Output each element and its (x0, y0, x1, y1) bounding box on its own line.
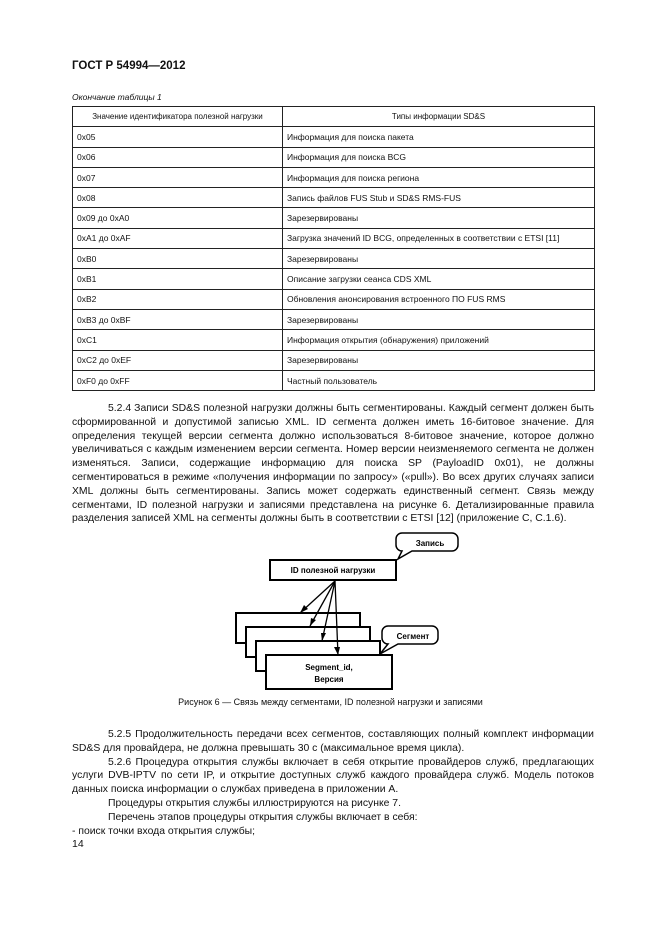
info-type-cell: Зарезервированы (283, 350, 595, 370)
paragraph-5-2-4 (72, 402, 594, 526)
table-row (73, 350, 595, 370)
figure-6-diagram (220, 525, 480, 695)
payload-id-cell: 0x07 (73, 167, 283, 187)
payload-id-cell: 0x09 до 0xA0 (73, 208, 283, 228)
page-number: 14 (72, 838, 84, 850)
payload-id-cell: 0x06 (73, 147, 283, 167)
table-row (73, 188, 595, 208)
table-header-row (73, 107, 595, 127)
info-type-cell: Частный пользователь (283, 370, 595, 390)
segment-label: Сегмент (396, 632, 430, 641)
table-row (73, 147, 595, 167)
table-row (73, 208, 595, 228)
column-header: Типы информации SD&S (283, 107, 595, 127)
paragraph-text: 5.2.4 Записи SD&S полезной нагрузки должны быть сегментированы. Каждый сегмент должен быть сформированной и допустимой записью XML. ID сегмента должен иметь 16-битовое значение. Для определения текущей версии сегмента должно использоваться 8-битовое значение, которое должно увеличиваться с каждым изменением версии сегмента. Номер версии неизменяемого сегмента не должен изменяться. Записи, содержащие информацию для поиска SP (PayloadID 0x01), не должны сегментироваться в режиме «получения информации по запросу» («pull»). Во всех других случаях записи XML должны быть сегментированы. Запись может содержать единственный сегмент. Связь между сегментами, ID полезной нагрузки и записями представлена на рисунке 6. Детализированные правила разделения записей XML на сегменты должны быть в соответствии с ETSI [12] (приложение С, С.1.6). (72, 403, 594, 525)
column-header: Значение идентификатора полезной нагрузки (73, 107, 283, 127)
table-row (73, 309, 595, 329)
payload-id-cell: 0x08 (73, 188, 283, 208)
payload-id-cell: 0xB0 (73, 249, 283, 269)
table-row (73, 249, 595, 269)
table-row (73, 269, 595, 289)
paragraph-procedures: Процедуры открытия службы иллюстрируются на рисунке 7. (108, 797, 401, 809)
info-type-cell: Информация для поиска пакета (283, 127, 595, 147)
info-type-cell: Информация открытия (обнаружения) приложений (283, 330, 595, 350)
paragraph-5-2-5: 5.2.5 Продолжительность передачи всех сегментов, составляющих полный комплект информации SD&S для провайдера, не должна превышать 30 с (максимальное время цикла). (72, 729, 594, 754)
info-type-cell: Обновления анонсирования встроенного ПО FUS RMS (283, 289, 595, 309)
table-row (73, 330, 595, 350)
info-type-cell: Зарезервированы (283, 309, 595, 329)
record-label: Запись (415, 539, 445, 548)
info-type-cell: Информация для поиска региона (283, 167, 595, 187)
list-item: - поиск точки входа открытия службы; (72, 825, 256, 837)
paragraph-list-intro: Перечень этапов процедуры открытия службы включает в себя: (108, 811, 418, 823)
payload-id-label: ID полезной нагрузки (290, 566, 376, 575)
payload-id-cell: 0xC1 (73, 330, 283, 350)
info-type-cell: Описание загрузки сеанса CDS XML (283, 269, 595, 289)
payload-id-cell: 0xB1 (73, 269, 283, 289)
segment-id-label: Segment_id, (305, 663, 353, 672)
payload-id-cell: 0x05 (73, 127, 283, 147)
paragraph-5-2-6: 5.2.6 Процедура открытия службы включает в себя открытие провайдеров служб, предлагающих услуги DVB-IPTV по сети IP, и открытие доступных служб каждого провайдера служб. Модель потоков данных поиска информации о службах приведена в приложении А. (72, 756, 594, 796)
section-5-2-5-5-2-6 (72, 728, 594, 838)
payload-id-cell: 0xB2 (73, 289, 283, 309)
table-row (73, 228, 595, 248)
table-row (73, 289, 595, 309)
payload-id-table (72, 106, 595, 391)
table-row (73, 167, 595, 187)
figure-caption: Рисунок 6 — Связь между сегментами, ID полезной нагрузки и записями (178, 697, 483, 707)
info-type-cell: Информация для поиска BCG (283, 147, 595, 167)
info-type-cell: Зарезервированы (283, 208, 595, 228)
info-type-cell: Зарезервированы (283, 249, 595, 269)
table-row (73, 370, 595, 390)
payload-id-cell: 0xA1 до 0xAF (73, 228, 283, 248)
table-caption: Окончание таблицы 1 (72, 92, 162, 102)
version-label: Версия (314, 675, 344, 684)
payload-id-cell: 0xB3 до 0xBF (73, 309, 283, 329)
payload-id-cell: 0xF0 до 0xFF (73, 370, 283, 390)
info-type-cell: Запись файлов FUS Stub и SD&S RMS-FUS (283, 188, 595, 208)
table-row (73, 127, 595, 147)
payload-id-cell: 0xC2 до 0xEF (73, 350, 283, 370)
info-type-cell: Загрузка значений ID BCG, определенных в соответствии с ETSI [11] (283, 228, 595, 248)
document-header: ГОСТ Р 54994—2012 (72, 60, 186, 72)
